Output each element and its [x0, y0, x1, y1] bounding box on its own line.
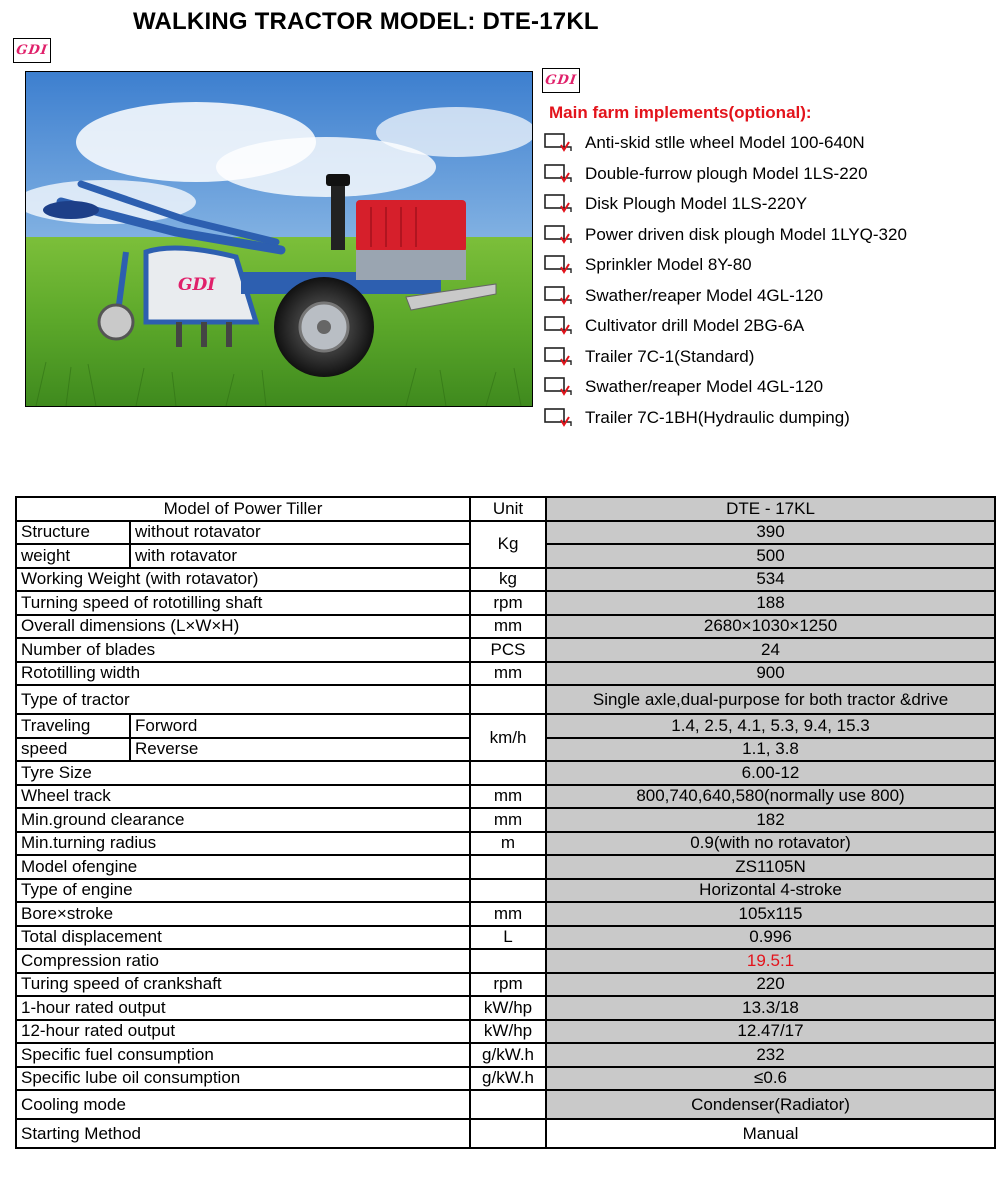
checkbox-icon: [543, 377, 575, 397]
table-row: [16, 879, 995, 903]
row-unit: mm: [470, 662, 546, 686]
checkbox-icon: [543, 225, 575, 245]
table-header-row: [16, 497, 995, 521]
page-title: WALKING TRACTOR MODEL: DTE-17KL: [133, 8, 599, 35]
table-row: [16, 685, 995, 714]
row-unit: kW/hp: [470, 996, 546, 1020]
row-label: Type of engine: [16, 879, 470, 903]
row-label: Cooling mode: [16, 1090, 470, 1119]
row-label: Type of tractor: [16, 685, 470, 714]
header-unit: Unit: [470, 497, 546, 521]
table-row: [16, 1067, 995, 1091]
row-value: 220: [546, 973, 995, 997]
row-value: 24: [546, 638, 995, 662]
row-value: 900: [546, 662, 995, 686]
checkbox-icon: [543, 347, 575, 367]
table-row: [16, 1119, 995, 1148]
row-value: 500: [546, 544, 995, 568]
row-unit: [470, 685, 546, 714]
row-value: 105x115: [546, 902, 995, 926]
row-label: 12-hour rated output: [16, 1020, 470, 1044]
row-value: 19.5:1: [546, 949, 995, 973]
row-value: 2680×1030×1250: [546, 615, 995, 639]
table-row: [16, 714, 995, 738]
header-param: Model of Power Tiller: [16, 497, 470, 521]
table-row: [16, 638, 995, 662]
table-row: [16, 996, 995, 1020]
list-item: Cultivator drill Model 2BG-6A: [543, 311, 993, 342]
row-label: Specific fuel consumption: [16, 1043, 470, 1067]
checkbox-icon: [543, 255, 575, 275]
row-value: Single axle,dual-purpose for both tractor &drive: [546, 685, 995, 714]
row-label: Model ofengine: [16, 855, 470, 879]
checkbox-icon: [543, 408, 575, 428]
implements-heading: Main farm implements(optional):: [549, 103, 812, 122]
row-label: Traveling: [16, 714, 130, 738]
table-row: [16, 591, 995, 615]
row-label: Tyre Size: [16, 761, 470, 785]
table-row: [16, 785, 995, 809]
gdi-logo-small: GDI: [542, 68, 580, 93]
list-item: Sprinkler Model 8Y-80: [543, 250, 993, 281]
row-label: Working Weight (with rotavator): [16, 568, 470, 592]
row-value: 0.9(with no rotavator): [546, 832, 995, 856]
row-unit: mm: [470, 615, 546, 639]
row-sublabel: without rotavator: [130, 521, 470, 545]
row-value: 182: [546, 808, 995, 832]
row-label: Bore×stroke: [16, 902, 470, 926]
row-unit: PCS: [470, 638, 546, 662]
row-sublabel: with rotavator: [130, 544, 470, 568]
checkbox-icon: [543, 286, 575, 306]
table-row: [16, 521, 995, 545]
row-value: 0.996: [546, 926, 995, 950]
gdi-logo: GDI: [13, 38, 51, 63]
row-value: 188: [546, 591, 995, 615]
row-label: Wheel track: [16, 785, 470, 809]
row-label: Specific lube oil consumption: [16, 1067, 470, 1091]
table-row: [16, 973, 995, 997]
list-item: Trailer 7C-1BH(Hydraulic dumping): [543, 403, 993, 434]
table-row: [16, 615, 995, 639]
row-label: weight: [16, 544, 130, 568]
row-unit: rpm: [470, 973, 546, 997]
checkbox-icon: [543, 194, 575, 214]
table-row: [16, 808, 995, 832]
table-row: [16, 902, 995, 926]
row-unit: [470, 855, 546, 879]
row-label: Overall dimensions (L×W×H): [16, 615, 470, 639]
row-label: Turing speed of crankshaft: [16, 973, 470, 997]
list-item: Disk Plough Model 1LS-220Y: [543, 189, 993, 220]
row-label: Starting Method: [16, 1119, 470, 1148]
row-label: Compression ratio: [16, 949, 470, 973]
row-unit: kg: [470, 568, 546, 592]
row-value: 232: [546, 1043, 995, 1067]
list-item: Double-furrow plough Model 1LS-220: [543, 159, 993, 190]
row-unit: km/h: [470, 714, 546, 761]
checkbox-icon: [543, 316, 575, 336]
table-row: [16, 855, 995, 879]
list-item: Swather/reaper Model 4GL-120: [543, 372, 993, 403]
table-row: [16, 926, 995, 950]
row-value: 13.3/18: [546, 996, 995, 1020]
row-value: ≤0.6: [546, 1067, 995, 1091]
row-unit: [470, 1090, 546, 1119]
row-value: Condenser(Radiator): [546, 1090, 995, 1119]
row-value: Manual: [546, 1119, 995, 1148]
table-row: [16, 949, 995, 973]
table-row: [16, 1043, 995, 1067]
row-unit: [470, 761, 546, 785]
row-unit: g/kW.h: [470, 1067, 546, 1091]
row-unit: m: [470, 832, 546, 856]
row-value: 534: [546, 568, 995, 592]
list-item: Swather/reaper Model 4GL-120: [543, 281, 993, 312]
list-item: Trailer 7C-1(Standard): [543, 342, 993, 373]
row-label: Min.ground clearance: [16, 808, 470, 832]
row-value: 12.47/17: [546, 1020, 995, 1044]
row-label: Total displacement: [16, 926, 470, 950]
row-value: Horizontal 4-stroke: [546, 879, 995, 903]
row-unit: mm: [470, 808, 546, 832]
table-row: [16, 1020, 995, 1044]
list-item: Power driven disk plough Model 1LYQ-320: [543, 220, 993, 251]
table-row: [16, 662, 995, 686]
row-label: Number of blades: [16, 638, 470, 662]
checkbox-icon: [543, 164, 575, 184]
row-label: Structure: [16, 521, 130, 545]
header-model: DTE - 17KL: [546, 497, 995, 521]
row-label: Rototilling width: [16, 662, 470, 686]
row-unit: mm: [470, 785, 546, 809]
row-unit: [470, 1119, 546, 1148]
list-item: Anti-skid stlle wheel Model 100-640N: [543, 128, 993, 159]
table-row: [16, 1090, 995, 1119]
row-sublabel: Reverse: [130, 738, 470, 762]
row-value: 1.4, 2.5, 4.1, 5.3, 9.4, 15.3: [546, 714, 995, 738]
row-unit: L: [470, 926, 546, 950]
row-value: 390: [546, 521, 995, 545]
row-label: Turning speed of rototilling shaft: [16, 591, 470, 615]
row-label: speed: [16, 738, 130, 762]
spec-table: [15, 496, 996, 1149]
table-row: [16, 568, 995, 592]
row-unit: Kg: [470, 521, 546, 568]
row-value: 800,740,640,580(normally use 800): [546, 785, 995, 809]
row-sublabel: Forword: [130, 714, 470, 738]
row-unit: [470, 879, 546, 903]
table-row: [16, 832, 995, 856]
tractor-photo: [25, 71, 533, 407]
checkbox-icon: [543, 133, 575, 153]
tractor-brand-label: GDI: [178, 275, 216, 295]
row-unit: [470, 949, 546, 973]
implements-list: [543, 128, 993, 433]
row-unit: mm: [470, 902, 546, 926]
row-value: ZS1105N: [546, 855, 995, 879]
row-label: Min.turning radius: [16, 832, 470, 856]
row-value: 6.00-12: [546, 761, 995, 785]
row-unit: rpm: [470, 591, 546, 615]
row-unit: kW/hp: [470, 1020, 546, 1044]
table-row: [16, 761, 995, 785]
row-unit: g/kW.h: [470, 1043, 546, 1067]
row-value: 1.1, 3.8: [546, 738, 995, 762]
row-label: 1-hour rated output: [16, 996, 470, 1020]
